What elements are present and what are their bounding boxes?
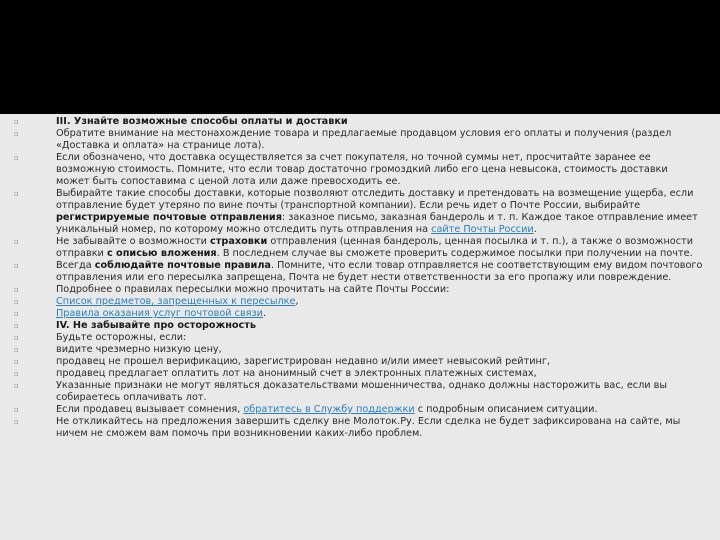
list-item <box>14 236 704 260</box>
bullet-icon <box>14 322 22 330</box>
text-run: Указанные признаки не могут являться доказательствами мошенничества, однако должны насторожить вас, если вы собираетесь оплачивать лот. <box>56 380 668 403</box>
bullet-icon <box>14 346 22 354</box>
list-item <box>14 320 704 332</box>
bold-text: с описью вложения <box>106 248 217 259</box>
text-run: Не откликайтесь на предложения завершить сделку вне Молоток.Ру. Если сделка не будет зафиксирована на сайте, мы ничем не сможем вам помочь при возникновении каких-либо проблем. <box>56 416 681 439</box>
bold-text: регистрируемые почтовые отправления <box>56 212 282 223</box>
list-item <box>14 404 704 416</box>
list-item <box>14 188 704 236</box>
list-item <box>14 128 704 152</box>
list-item <box>14 296 704 308</box>
bullet-icon <box>14 406 22 414</box>
bold-text: III. Узнайте возможные способы оплаты и доставки <box>56 116 348 127</box>
list-item <box>14 152 704 188</box>
text-run: Подробнее о правилах пересылки можно прочитать на сайте Почты России: <box>56 284 450 295</box>
text-link[interactable]: обратитесь в Службу поддержки <box>243 404 415 415</box>
text-run: с подробным описанием ситуации. <box>414 404 598 415</box>
text-run: , <box>295 296 299 307</box>
text-link[interactable]: Правила оказания услуг почтовой связи <box>56 308 263 319</box>
text-run: Не забывайте о возможности <box>56 236 211 247</box>
text-run: отправления (ценная бандероль, ценная посылка и т. п.), а также о возможности отправки <box>56 236 694 259</box>
text-run: Если обозначено, что доставка осуществляется за счет покупателя, но точной суммы нет, просчитайте заранее ее возможную стоимость. Помните, что если товар достаточно громоздкий либо его цена невысока, стоимость доставки может быть сопоставима с ценой лота или даже превосходить ее. <box>56 152 668 187</box>
text-run: продавец предлагает оплатить лот на анонимный счет в электронных платежных системах, <box>56 368 537 379</box>
text-run: видите чрезмерно низкую цену, <box>56 344 222 355</box>
top-black-band <box>0 0 720 114</box>
text-run: Всегда <box>56 260 95 271</box>
bullet-icon <box>14 154 22 162</box>
text-run: продавец не прошел верификацию, зарегистрирован недавно и/или имеет невысокий рейтинг, <box>56 356 551 367</box>
text-run: . <box>262 308 267 319</box>
text-link[interactable]: Список предметов, запрещенных к пересылке <box>56 296 296 307</box>
text-run: Обратите внимание на местонахождение товара и предлагаемые продавцом условия его оплаты и получения (раздел «Доставка и оплата» на странице лота). <box>56 128 672 151</box>
list-item <box>14 116 704 128</box>
bold-text: IV. Не забывайте про осторожность <box>56 320 257 331</box>
bullet-icon <box>14 334 22 342</box>
text-run: Будьте осторожны, если: <box>56 332 187 343</box>
list-item <box>14 380 704 404</box>
bullet-icon <box>14 418 22 426</box>
bullet-icon <box>14 298 22 306</box>
text-run: : заказное письмо, заказная бандероль и т. п. Каждое такое отправление имеет уникальный номер, по которому можно отследить путь отправления на <box>56 212 698 235</box>
text-run: . <box>533 224 537 235</box>
bullet-icon <box>14 190 22 198</box>
bullet-icon <box>14 286 22 294</box>
bold-text: страховки <box>210 236 268 247</box>
bullet-icon <box>14 130 22 138</box>
text-run: . Помните, что если товар отправляется не соответствующим ему видом почтового отправления или его пересылка запрещена, Почта не будет нести ответственности за его пропажу или повреждение. <box>56 260 703 283</box>
text-run: . В последнем случае вы сможете проверить содержимое посылки при получении на почте. <box>216 248 693 259</box>
bullet-icon <box>14 238 22 246</box>
list-item <box>14 332 704 344</box>
list-item <box>14 260 704 284</box>
bold-text: соблюдайте почтовые правила <box>94 260 271 271</box>
bullet-list <box>14 116 704 440</box>
list-item <box>14 356 704 368</box>
bullet-icon <box>14 310 22 318</box>
list-item <box>14 284 704 296</box>
list-item <box>14 308 704 320</box>
list-item <box>14 344 704 356</box>
text-run: Если продавец вызывает сомнения, <box>56 404 244 415</box>
bullet-icon <box>14 382 22 390</box>
text-run: Выбирайте такие способы доставки, которые позволяют отследить доставку и претендовать на возмещение ущерба, если отправление будет утеряно по вине почты (транспортной компании). Если речь идет о Почте России, выбирайте <box>56 188 694 211</box>
list-item <box>14 368 704 380</box>
bullet-icon <box>14 262 22 270</box>
list-item <box>14 416 704 440</box>
text-link[interactable]: сайте Почты России <box>431 224 534 235</box>
bullet-icon <box>14 370 22 378</box>
bullet-icon <box>14 118 22 126</box>
bullet-icon <box>14 358 22 366</box>
